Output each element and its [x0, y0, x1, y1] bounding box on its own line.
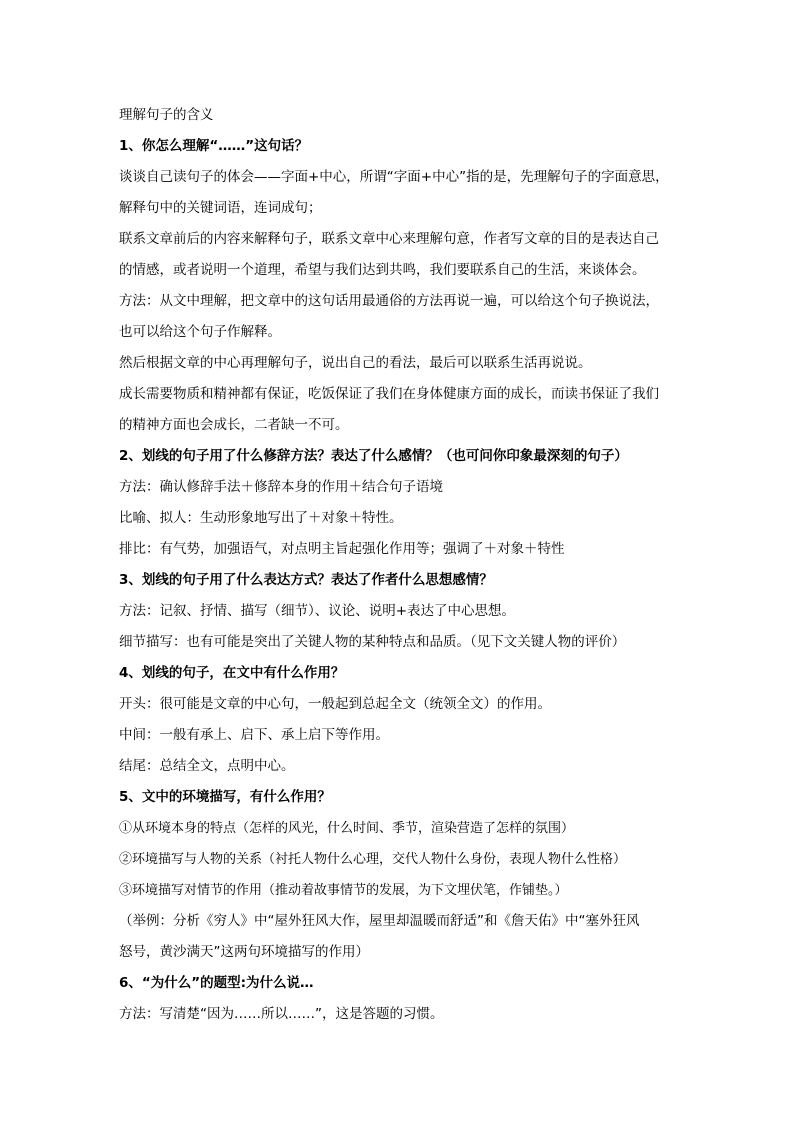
document-body: [119, 100, 679, 1030]
question-heading-2: 2、划线的句子用了什么修辞方法？表达了什么感情？（也可问你印象最深刻的句子）: [119, 448, 628, 464]
list-item: ①从环境本身的特点（怎样的风光，什么时间、季节，渲染营造了怎样的氛围）: [119, 821, 575, 836]
question-heading-3: 3、划线的句子用了什么表达方式？表达了作者什么思想感情？: [119, 572, 493, 588]
paragraph-line: （举例：分析《穷人》中“屋外狂风大作，屋里却温暖而舒适”和《詹天佑》中“塞外狂风: [119, 913, 640, 929]
paragraph-line: 比喻、拟人：生动形象地写出了＋对象＋特性。: [119, 510, 403, 526]
paragraph-line: 结尾：总结全文，点明中心。: [119, 758, 295, 774]
paragraph-line: 排比：有气势，加强语气，对点明主旨起强化作用等；强调了＋对象＋特性: [119, 541, 565, 557]
paragraph-line: 的精神方面也会成长，二者缺一不可。: [119, 417, 349, 433]
question-heading-6: 6、“为什么”的题型:为什么说…: [119, 975, 314, 991]
paragraph-line: 方法：确认修辞手法＋修辞本身的作用＋结合句子语境: [119, 479, 443, 495]
paragraph-line: 开头：很可能是文章的中心句，一般起到总起全文（统领全文）的作用。: [119, 696, 551, 712]
paragraph-line: 成长需要物质和精神都有保证，吃饭保证了我们在身体健康方面的成长，而读书保证了我们: [119, 386, 659, 402]
list-item: ②环境描写与人物的关系（衬托人物什么心理，交代人物什么身份，表现人物什么性格）: [119, 852, 627, 867]
question-heading-1: 1、你怎么理解“……”这句话？: [119, 138, 309, 154]
paragraph-line: 方法：从文中理解，把文章中的这句话用最通俗的方法再说一遍，可以给这个句子换说法，: [119, 293, 659, 309]
paragraph-line: 联系文章前后的内容来解释句子，联系文章中心来理解句意，作者写文章的目的是表达自己: [119, 231, 659, 247]
paragraph-line: 细节描写：也有可能是突出了关键人物的某种特点和品质。（见下文关键人物的评价）: [119, 634, 626, 650]
question-heading-5: 5、文中的环境描写，有什么作用？: [119, 789, 331, 805]
paragraph-line: 然后根据文章的中心再理解句子，说出自己的看法，最后可以联系生活再说说。: [119, 355, 592, 371]
paragraph-line: 怒号，黄沙满天”这两句环境描写的作用）: [119, 944, 369, 960]
paragraph-line: 方法：写清楚“因为……所以……”，这是答题的习惯。: [119, 1006, 444, 1022]
paragraph-line: 也可以给这个句子作解释。: [119, 324, 281, 340]
list-item: ③环境描写对情节的作用（推动着故事情节的发展，为下文埋伏笔，作铺垫。）: [119, 883, 568, 898]
paragraph-line: 中间：一般有承上、启下、承上启下等作用。: [119, 727, 389, 743]
paragraph-line: 的情感，或者说明一个道理，希望与我们达到共鸣，我们要联系自己的生活，来谈体会。: [119, 262, 646, 278]
paragraph-line: 方法：记叙、抒情、描写（细节）、议论、说明+表达了中心思想。: [119, 603, 516, 619]
section-title: 理解句子的含义: [119, 107, 214, 123]
paragraph-line: 谈谈自己读句子的体会——字面+中心，所谓“字面+中心”指的是，先理解句子的字面意思，: [119, 169, 669, 185]
paragraph-line: 解释句中的关键词语，连词成句；: [119, 200, 322, 216]
question-heading-4: 4、划线的句子，在文中有什么作用？: [119, 665, 345, 681]
